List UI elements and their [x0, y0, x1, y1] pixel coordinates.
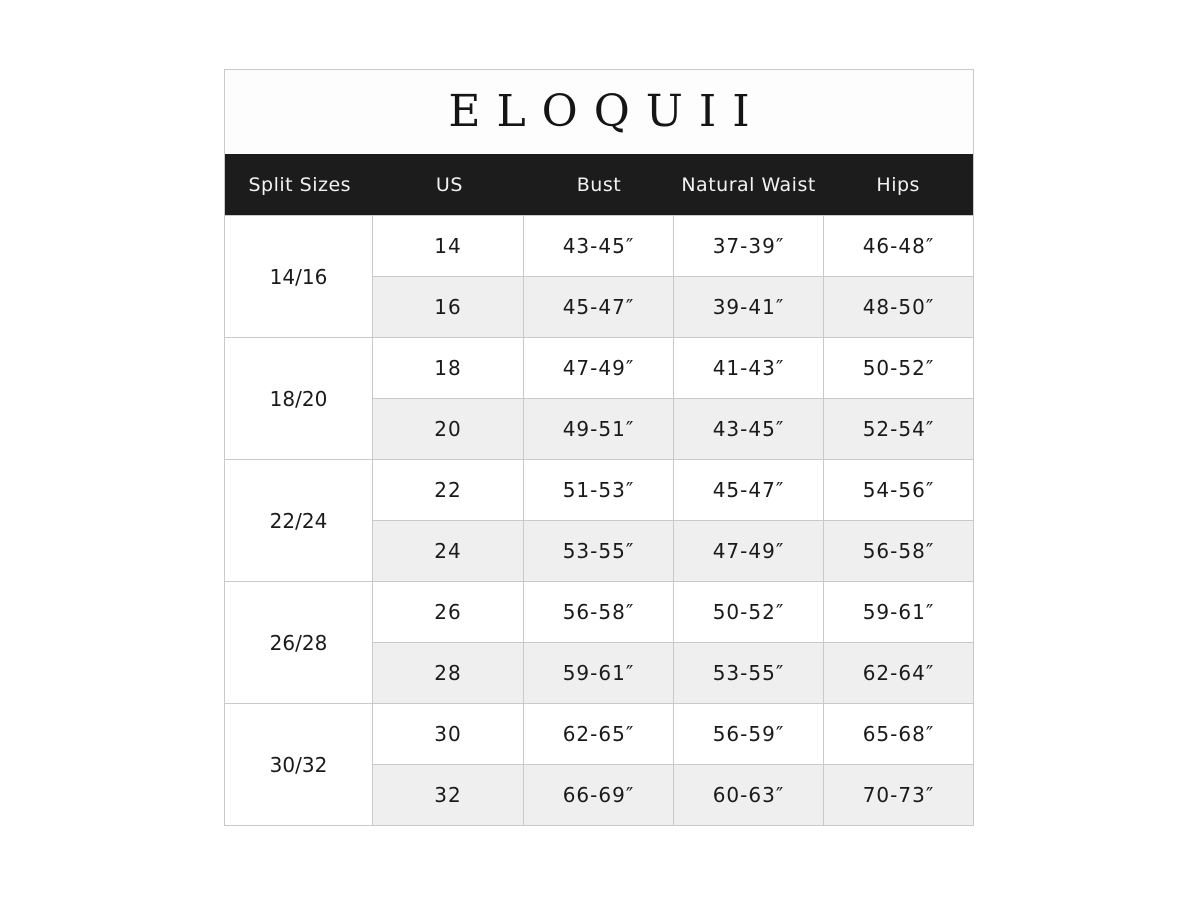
hips-cell: 56-58″ — [823, 521, 973, 581]
header-us: US — [435, 173, 463, 196]
us-size-cell: 24 — [434, 539, 462, 563]
us-size-cell: 20 — [434, 417, 462, 441]
group-rows — [373, 460, 973, 581]
brand-logo: ELOQUII — [448, 86, 766, 137]
natural-waist-cell: 39-41″ — [673, 277, 823, 337]
natural-waist-cell: 41-43″ — [673, 338, 823, 398]
header-bust: Bust — [576, 173, 622, 196]
split-size-cell: 30/32 — [225, 704, 373, 825]
table-row — [373, 764, 973, 825]
group-rows — [373, 338, 973, 459]
size-chart — [224, 69, 974, 826]
hips-cell: 65-68″ — [823, 704, 973, 764]
hips-cell: 50-52″ — [823, 338, 973, 398]
hips-cell: 62-64″ — [823, 643, 973, 703]
bust-cell: 62-65″ — [523, 704, 673, 764]
split-size-cell: 14/16 — [225, 216, 373, 337]
header-natural-waist: Natural Waist — [681, 173, 816, 196]
hips-cell: 52-54″ — [823, 399, 973, 459]
us-size-cell: 32 — [434, 783, 462, 807]
size-table-body — [225, 215, 973, 825]
hips-cell: 46-48″ — [823, 216, 973, 276]
header-split-sizes: Split Sizes — [248, 173, 352, 196]
table-row — [373, 216, 973, 276]
size-group — [225, 337, 973, 459]
table-row — [373, 338, 973, 398]
bust-cell: 56-58″ — [523, 582, 673, 642]
bust-cell: 59-61″ — [523, 643, 673, 703]
natural-waist-cell: 60-63″ — [673, 765, 823, 825]
table-row — [373, 642, 973, 703]
bust-cell: 53-55″ — [523, 521, 673, 581]
split-size-cell: 18/20 — [225, 338, 373, 459]
hips-cell: 59-61″ — [823, 582, 973, 642]
size-group — [225, 703, 973, 825]
group-rows — [373, 582, 973, 703]
bust-cell: 45-47″ — [523, 277, 673, 337]
natural-waist-cell: 50-52″ — [673, 582, 823, 642]
split-size-cell: 22/24 — [225, 460, 373, 581]
table-row — [373, 520, 973, 581]
natural-waist-cell: 37-39″ — [673, 216, 823, 276]
natural-waist-cell: 45-47″ — [673, 460, 823, 520]
natural-waist-cell: 53-55″ — [673, 643, 823, 703]
brand-header — [225, 70, 973, 154]
group-rows — [373, 216, 973, 337]
us-size-cell: 14 — [434, 234, 462, 258]
bust-cell: 66-69″ — [523, 765, 673, 825]
us-size-cell: 16 — [434, 295, 462, 319]
size-group — [225, 215, 973, 337]
column-header-row — [225, 154, 973, 215]
header-hips: Hips — [876, 173, 920, 196]
natural-waist-cell: 56-59″ — [673, 704, 823, 764]
us-size-cell: 22 — [434, 478, 462, 502]
us-size-cell: 28 — [434, 661, 462, 685]
split-size-cell: 26/28 — [225, 582, 373, 703]
us-size-cell: 26 — [434, 600, 462, 624]
group-rows — [373, 704, 973, 825]
table-row — [373, 398, 973, 459]
table-row — [373, 276, 973, 337]
table-row — [373, 704, 973, 764]
bust-cell: 43-45″ — [523, 216, 673, 276]
hips-cell: 70-73″ — [823, 765, 973, 825]
us-size-cell: 30 — [434, 722, 462, 746]
table-row — [373, 582, 973, 642]
natural-waist-cell: 43-45″ — [673, 399, 823, 459]
bust-cell: 51-53″ — [523, 460, 673, 520]
size-group — [225, 459, 973, 581]
us-size-cell: 18 — [434, 356, 462, 380]
hips-cell: 48-50″ — [823, 277, 973, 337]
natural-waist-cell: 47-49″ — [673, 521, 823, 581]
bust-cell: 49-51″ — [523, 399, 673, 459]
hips-cell: 54-56″ — [823, 460, 973, 520]
bust-cell: 47-49″ — [523, 338, 673, 398]
table-row — [373, 460, 973, 520]
size-group — [225, 581, 973, 703]
